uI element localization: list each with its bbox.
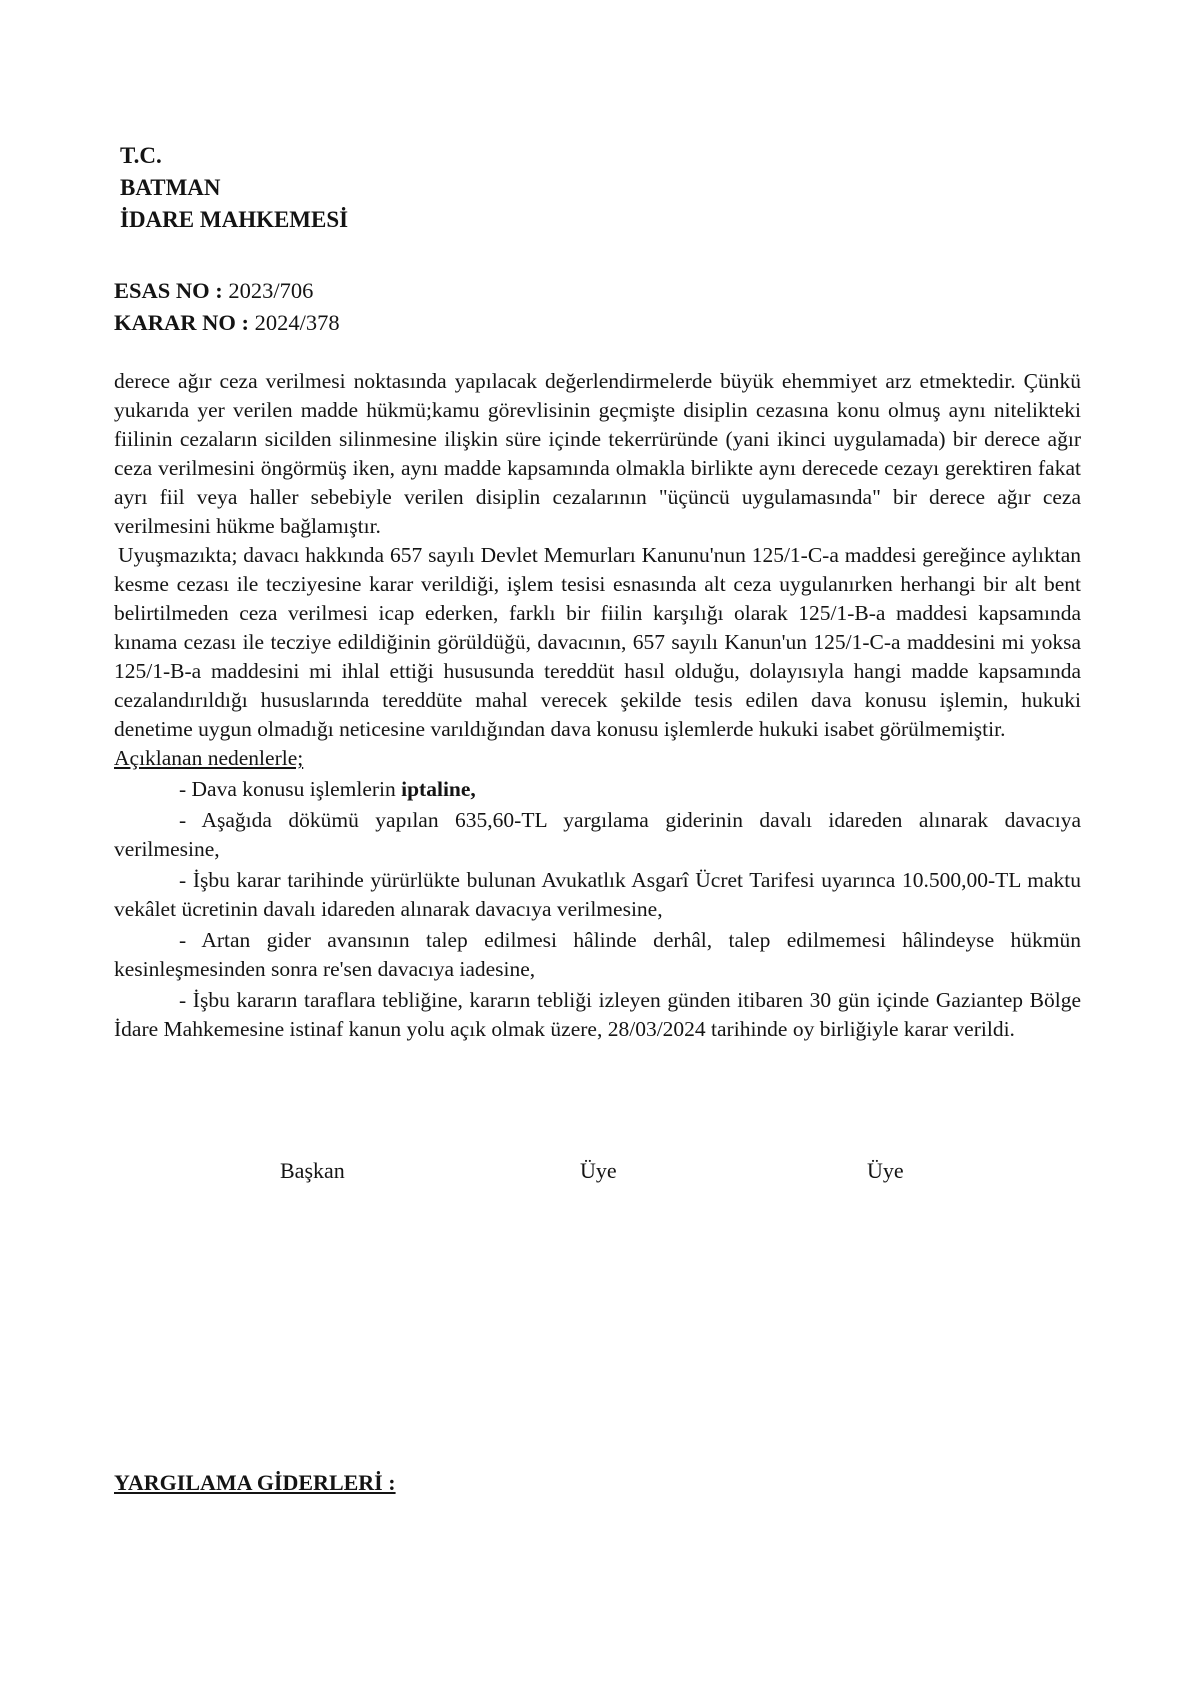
ruling-item-text: - Dava konusu işlemlerin [179, 777, 402, 801]
paragraph-dispute: Uyuşmazıkta; davacı hakkında 657 sayılı Devlet Memurları Kanunu'nun 125/1-C-a maddesi gereğince aylıktan kesme cezası ile tecziyesine karar verildiği, işlem tesisi esnasında alt ceza uygulanırken herhangi bir alt bent belirtilmeden ceza verilmesi icap ederken, farklı bir fiilin karşılığı olarak 125/1-B-a maddesi kapsamında kınama cezası ile tecziye edildiğinin görüldüğü, davacının, 657 sayılı Kanun'un 125/1-C-a maddesini mi yoksa 125/1-B-a maddesini mi ihlal ettiği hususunda tereddüt hasıl olduğu, dolayısıyla hangi madde kapsamında cezalandırıldığı hususlarında tereddüte mahal verecek şekilde tesis edilen dava konusu işlemin, hukuki denetime uygun olmadığı neticesine varıldığından dava konusu işlemlerde hukuki isabet görülmemiştir. [114, 543, 1081, 741]
paragraph-reasoning: derece ağır ceza verilmesi noktasında yapılacak değerlendirmelerde büyük ehemmiyet arz etmektedir. Çünkü yukarıda yer verilen madde hükmü;kamu görevlisinin geçmişte disiplin cezasına konu olmuş aynı nitelikteki fiilinin cezaların sicilden silinmesine ilişkin süre içinde tekerrüründe (yani ikinci uygulamada) bir derece ağır ceza verilmesini öngörmüş iken, aynı madde kapsamında olmakla birlikte aynı derecede cezayı gerektiren fakat ayrı fiil veya haller sebebiyle verilen disiplin cezalarının "üçüncü uygulamasında" bir derece ağır ceza verilmesini hükme bağlamıştır. [114, 369, 1081, 538]
ruling-item: - İşbu kararın taraflara tebliğine, kararın tebliği izleyen günden itibaren 30 gün içinde Gaziantep Bölge İdare Mahkemesine istinaf kanun yolu açık olmak üzere, 28/03/2024 tarihinde oy birliğiyle karar verildi. [114, 988, 1081, 1041]
ruling-item: - İşbu karar tarihinde yürürlükte bulunan Avukatlık Asgarî Ücret Tarifesi uyarınca 10.500,00-TL maktu vekâlet ücretinin davalı idareden alınarak davacıya verilmesine, [114, 868, 1081, 921]
signature-member-1: Üye [580, 1158, 617, 1183]
header-tc: T.C. [120, 143, 162, 168]
signature-member-2: Üye [867, 1158, 904, 1183]
ruling-item: - Aşağıda dökümü yapılan 635,60-TL yargılama giderinin davalı idareden alınarak davacıya verilmesine, [114, 808, 1081, 861]
header-city: BATMAN [120, 175, 221, 200]
ruling-item [114, 775, 1081, 804]
expenses-heading: YARGILAMA GİDERLERİ : [114, 1470, 396, 1495]
karar-no-label: KARAR NO : [114, 310, 249, 335]
decision-body [114, 367, 1081, 1044]
ruling-item-bold: iptaline, [401, 777, 476, 801]
esas-no-value: 2023/706 [228, 278, 314, 303]
ruling-item: - Artan gider avansının talep edilmesi hâlinde derhâl, talep edilmemesi hâlindeyse hükmün kesinleşmesinden sonra re'sen davacıya iadesine, [114, 928, 1081, 981]
signature-president: Başkan [280, 1158, 345, 1183]
karar-no-value: 2024/378 [254, 310, 340, 335]
reasons-heading: Açıklanan nedenlerle; [114, 746, 304, 770]
case-numbers [114, 275, 340, 339]
court-header [120, 140, 348, 236]
header-court: İDARE MAHKEMESİ [120, 207, 349, 232]
karar-no-row [114, 307, 340, 339]
esas-no-row [114, 275, 340, 307]
esas-no-label: ESAS NO : [114, 278, 223, 303]
